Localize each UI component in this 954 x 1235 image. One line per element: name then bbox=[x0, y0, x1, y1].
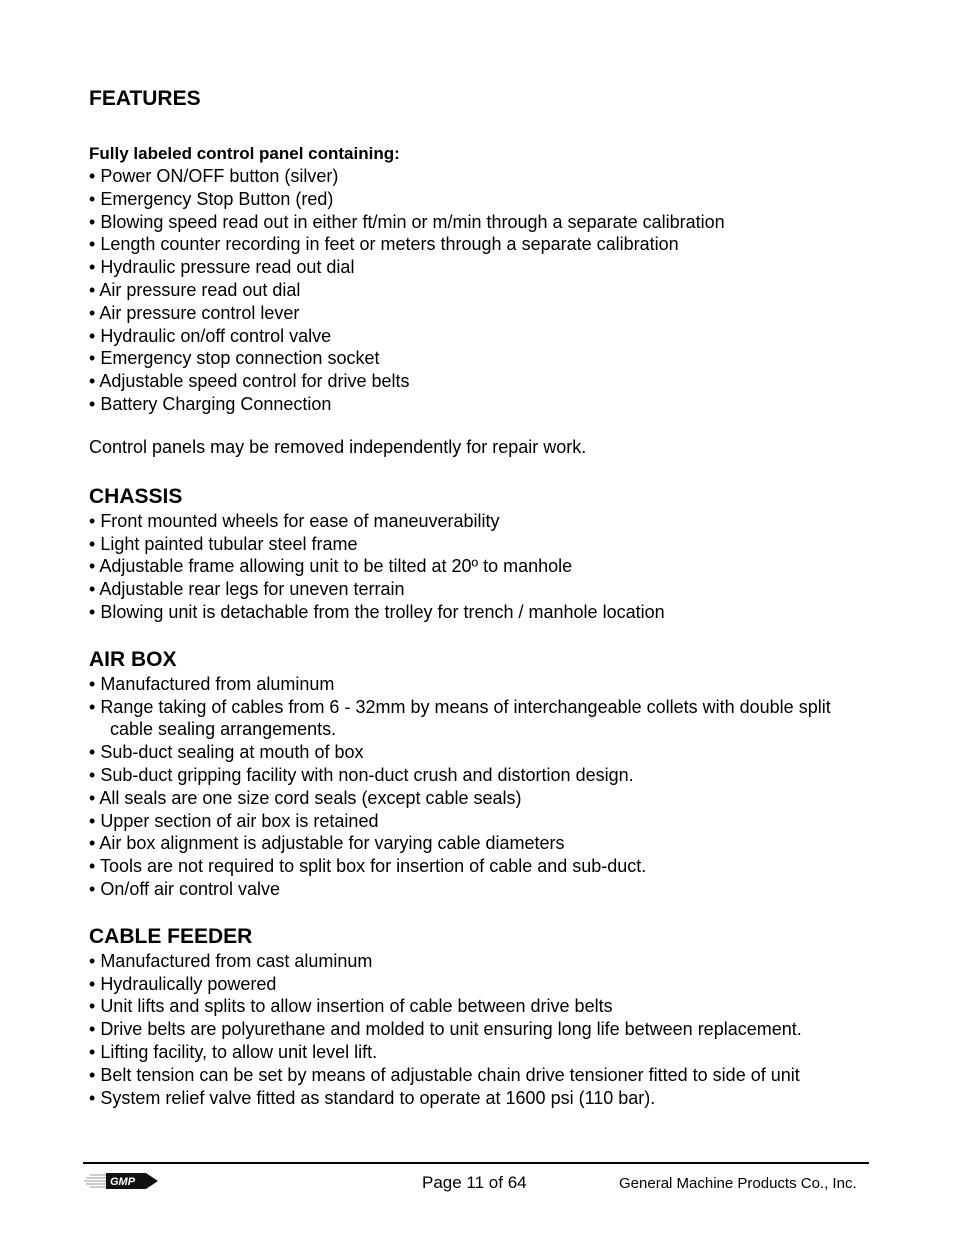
list-item: • Battery Charging Connection bbox=[89, 393, 332, 414]
list-item: • On/off air control valve bbox=[89, 878, 281, 899]
company-name: General Machine Products Co., Inc. bbox=[619, 1175, 857, 1192]
list-item: • Power ON/OFF button (silver) bbox=[89, 166, 339, 186]
cable-feeder-heading: CABLE FEEDER bbox=[89, 924, 253, 948]
features-list bbox=[89, 165, 879, 416]
list-item: • Tools are not required to split box for insertion of cable and sub-duct. bbox=[89, 856, 647, 877]
list-item: • Emergency Stop Button (red) bbox=[89, 188, 334, 209]
page-number: Page 11 of 64 bbox=[422, 1173, 527, 1192]
list-item: • Air pressure control lever bbox=[89, 302, 300, 323]
list-item: • Hydraulic on/off control valve bbox=[89, 325, 332, 346]
list-item: • Drive belts are polyurethane and molded to unit ensuring long life between replacement. bbox=[89, 1019, 802, 1040]
list-item: • Blowing speed read out in either ft/min or m/min through a separate calibration bbox=[89, 211, 725, 232]
svg-text:GMP: GMP bbox=[110, 1176, 136, 1188]
features-subheading: Fully labeled control panel containing: bbox=[89, 144, 400, 163]
airbox-section bbox=[89, 647, 879, 901]
airbox-heading: AIR BOX bbox=[89, 647, 177, 671]
list-item: • Air pressure read out dial bbox=[89, 279, 301, 300]
list-item: • Lifting facility, to allow unit level lift. bbox=[89, 1041, 378, 1062]
list-item: • Blowing unit is detachable from the trolley for trench / manhole location bbox=[89, 601, 665, 622]
chassis-section bbox=[89, 484, 879, 624]
list-item: • Light painted tubular steel frame bbox=[89, 533, 358, 554]
list-item: • Range taking of cables from 6 - 32mm by means of interchangeable collets with double split cable sealing arrangements. bbox=[89, 696, 879, 742]
list-item: • Adjustable speed control for drive belts bbox=[89, 371, 410, 392]
list-item: • Unit lifts and splits to allow insertion of cable between drive belts bbox=[89, 996, 613, 1017]
cable-feeder-list bbox=[89, 950, 879, 1110]
list-item: • Manufactured from cast aluminum bbox=[89, 950, 373, 971]
features-heading: FEATURES bbox=[89, 87, 201, 110]
list-item: • Adjustable frame allowing unit to be tilted at 20º to manhole bbox=[89, 556, 573, 577]
airbox-list bbox=[89, 673, 879, 901]
page-content bbox=[89, 86, 879, 1109]
list-item: • Upper section of air box is retained bbox=[89, 810, 379, 831]
footer-divider bbox=[83, 1162, 869, 1164]
chassis-list bbox=[89, 510, 879, 624]
list-item: • Adjustable rear legs for uneven terrain bbox=[89, 579, 405, 600]
list-item: • Length counter recording in feet or meters through a separate calibration bbox=[89, 234, 679, 255]
cable-feeder-section bbox=[89, 924, 879, 1110]
list-item: • Air box alignment is adjustable for varying cable diameters bbox=[89, 833, 565, 854]
list-item: • System relief valve fitted as standard to operate at 1600 psi (110 bar). bbox=[89, 1087, 656, 1108]
list-item: • Emergency stop connection socket bbox=[89, 348, 380, 369]
chassis-heading: CHASSIS bbox=[89, 484, 183, 508]
features-section bbox=[89, 86, 879, 458]
list-item: • Hydraulic pressure read out dial bbox=[89, 257, 355, 278]
list-item-continuation: cable sealing arrangements. bbox=[110, 719, 337, 740]
features-note: Control panels may be removed independently for repair work. bbox=[89, 436, 587, 457]
gmp-logo-icon bbox=[84, 1170, 160, 1192]
list-item: • Hydraulically powered bbox=[89, 973, 277, 994]
list-item: • Sub-duct gripping facility with non-duct crush and distortion design. bbox=[89, 764, 634, 785]
list-item: • Sub-duct sealing at mouth of box bbox=[89, 742, 364, 763]
list-item: • Belt tension can be set by means of adjustable chain drive tensioner fitted to side of unit bbox=[89, 1064, 800, 1085]
list-item: • Manufactured from aluminum bbox=[89, 673, 335, 694]
list-item: • All seals are one size cord seals (except cable seals) bbox=[89, 787, 522, 808]
list-item: • Front mounted wheels for ease of maneuverability bbox=[89, 510, 500, 531]
